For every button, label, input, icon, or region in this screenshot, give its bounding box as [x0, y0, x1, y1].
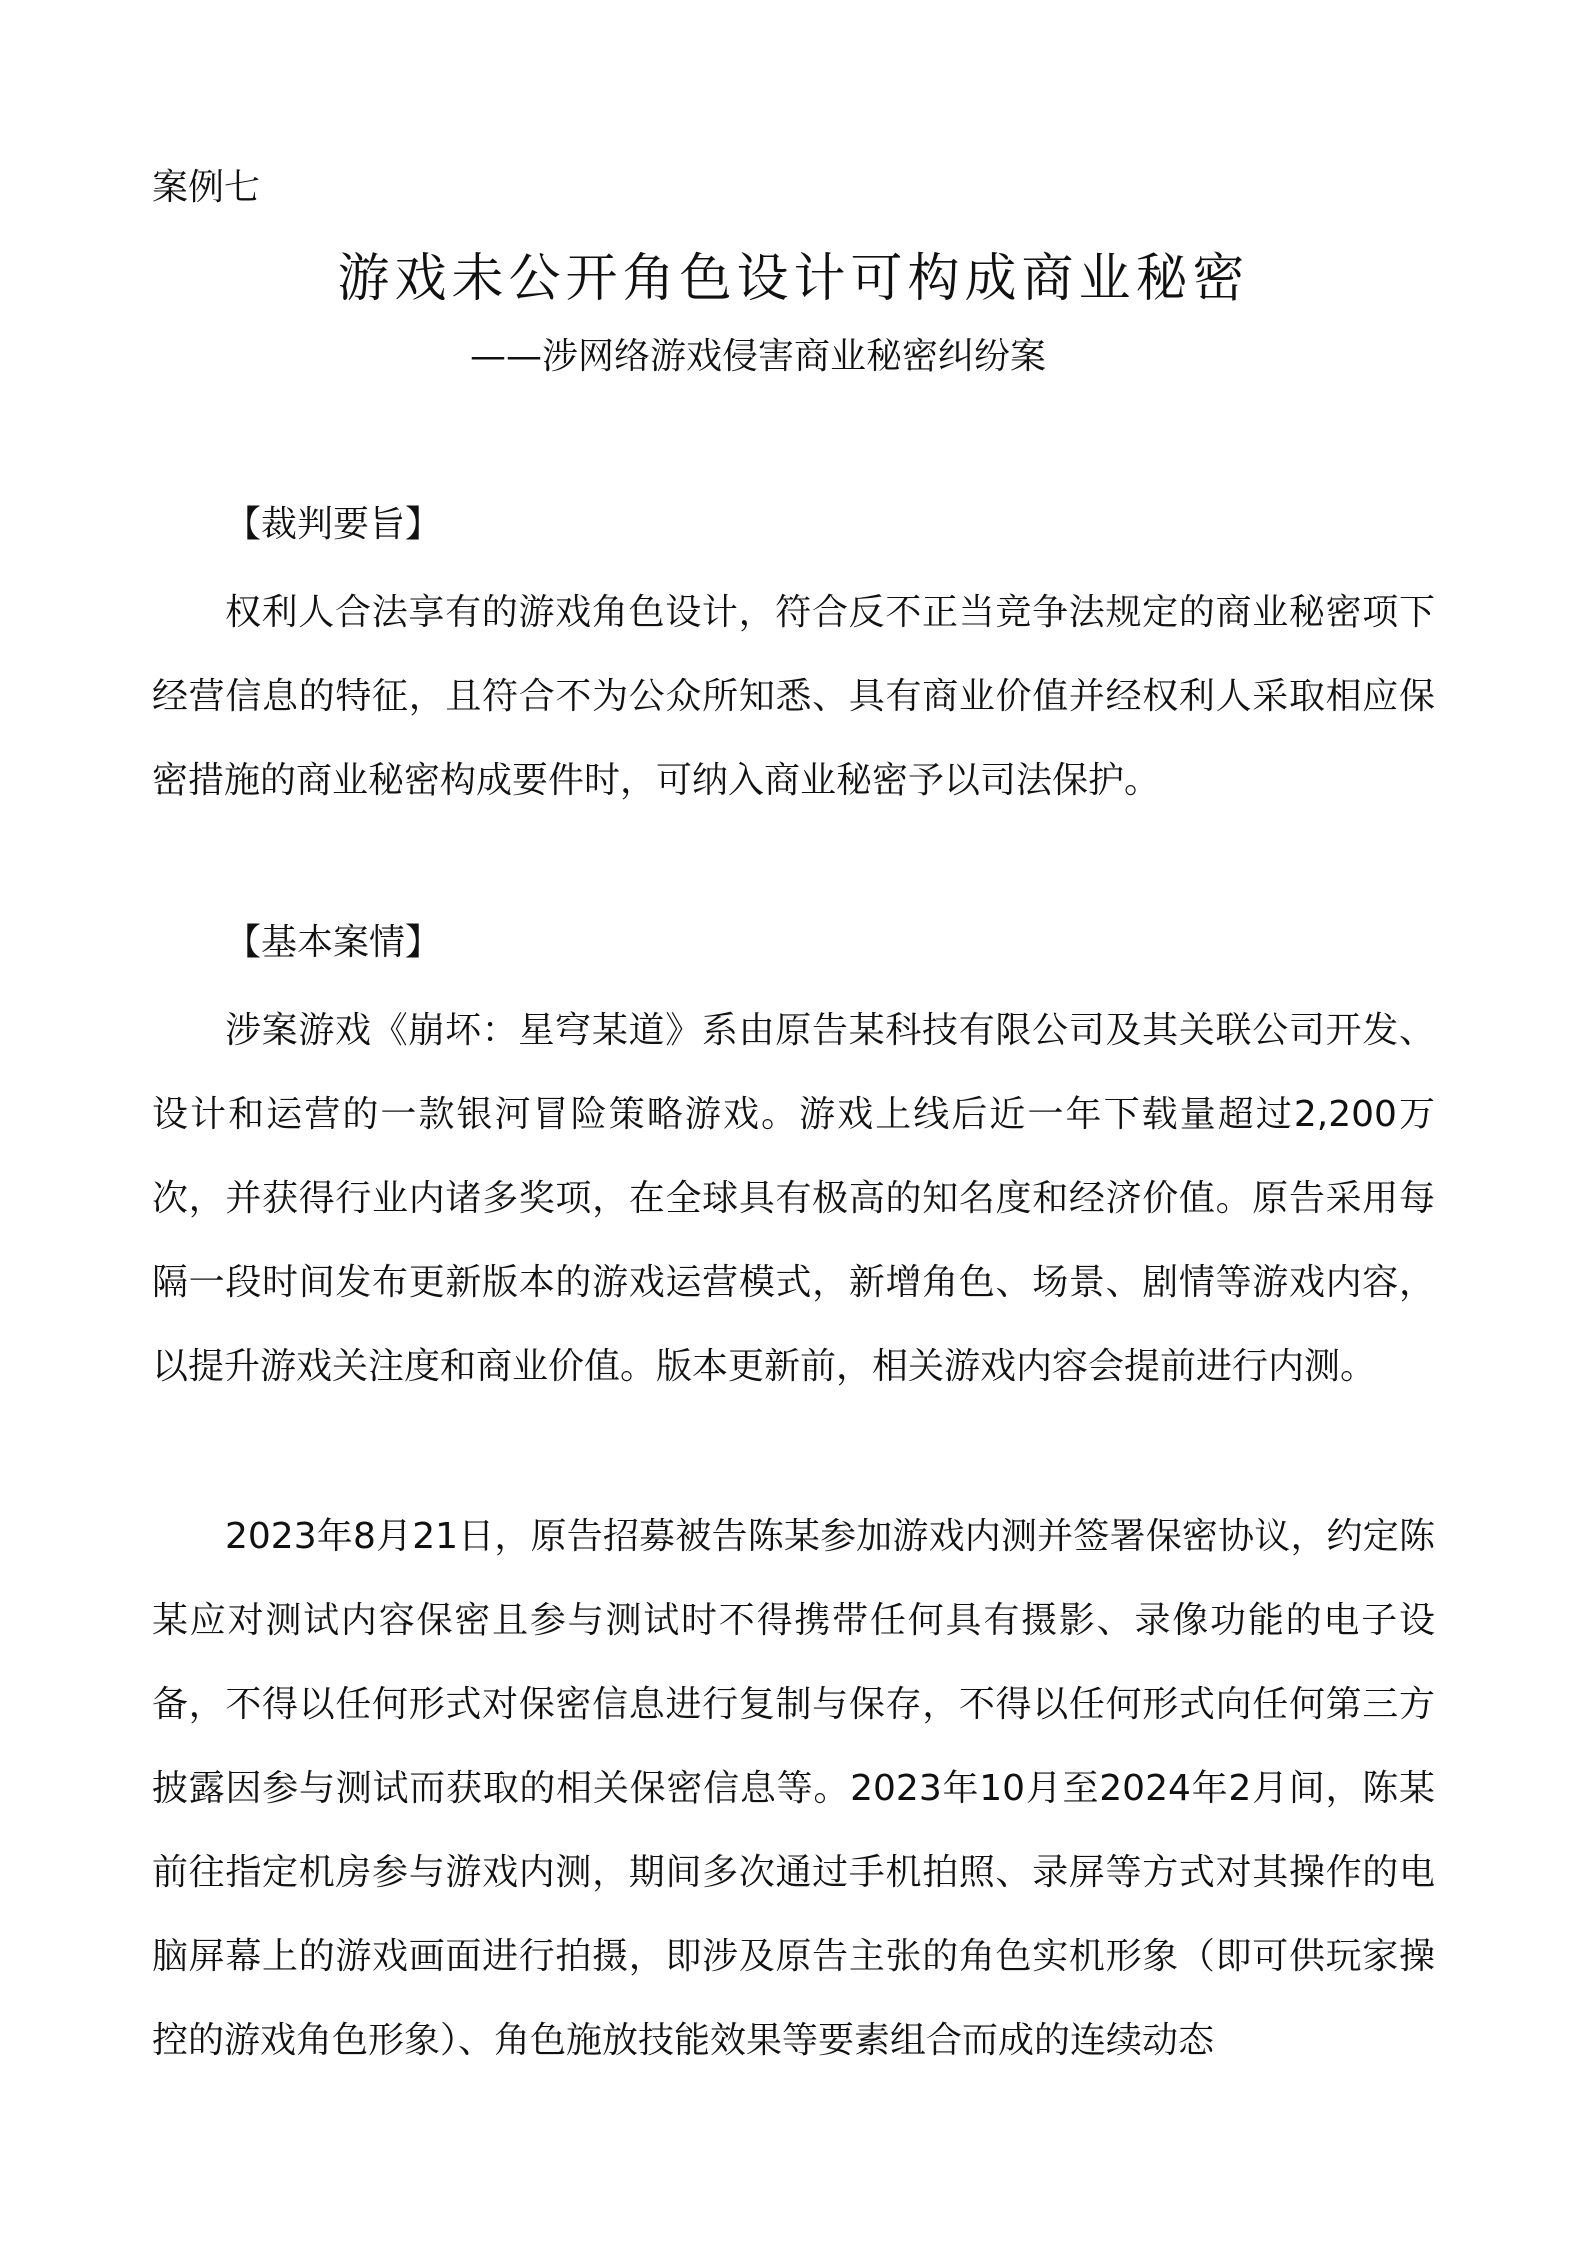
- document-subtitle: ——涉网络游戏侵害商业秘密纠纷案: [470, 336, 1047, 377]
- document-title: 游戏未公开角色设计可构成商业秘密: [337, 249, 1250, 309]
- case-label: 案例七: [152, 167, 261, 208]
- paragraph-basic-facts-1: 涉案游戏《崩坏：星穹某道》系由原告某科技有限公司及其关联公司开发、设计和运营的一款银河冒险策略游戏。游戏上线后近一年下载量超过2,200万次，并获得行业内诸多奖项，在全球具有极高的知名度和经济价值。原告采用每隔一段时间发布更新版本的游戏运营模式，新增角色、场景、剧情等游戏内容，以提升游戏关注度和商业价值。版本更新前，相关游戏内容会提前进行内测。: [152, 1010, 1435, 1387]
- section-heading-ruling-gist: 【裁判要旨】: [225, 504, 442, 545]
- paragraph-ruling-gist: 权利人合法享有的游戏角色设计，符合反不正当竞争法规定的商业秘密项下经营信息的特征，且符合不为公众所知悉、具有商业价值并经权利人采取相应保密措施的商业秘密构成要件时，可纳入商业秘密予以司法保护。: [152, 592, 1435, 801]
- section-heading-basic-facts: 【基本案情】: [225, 922, 442, 963]
- paragraph-basic-facts-2: 2023年8月21日，原告招募被告陈某参加游戏内测并签署保密协议，约定陈某应对测试内容保密且参与测试时不得携带任何具有摄影、录像功能的电子设备，不得以任何形式对保密信息进行复制与保存，不得以任何形式向任何第三方披露因参与测试而获取的相关保密信息等。2023年10月至2024年2月间，陈某前往指定机房参与游戏内测，期间多次通过手机拍照、录屏等方式对其操作的电脑屏幕上的游戏画面进行拍摄，即涉及原告主张的角色实机形象（即可供玩家操控的游戏角色形象）、角色施放技能效果等要素组合而成的连续动态: [152, 1516, 1435, 2061]
